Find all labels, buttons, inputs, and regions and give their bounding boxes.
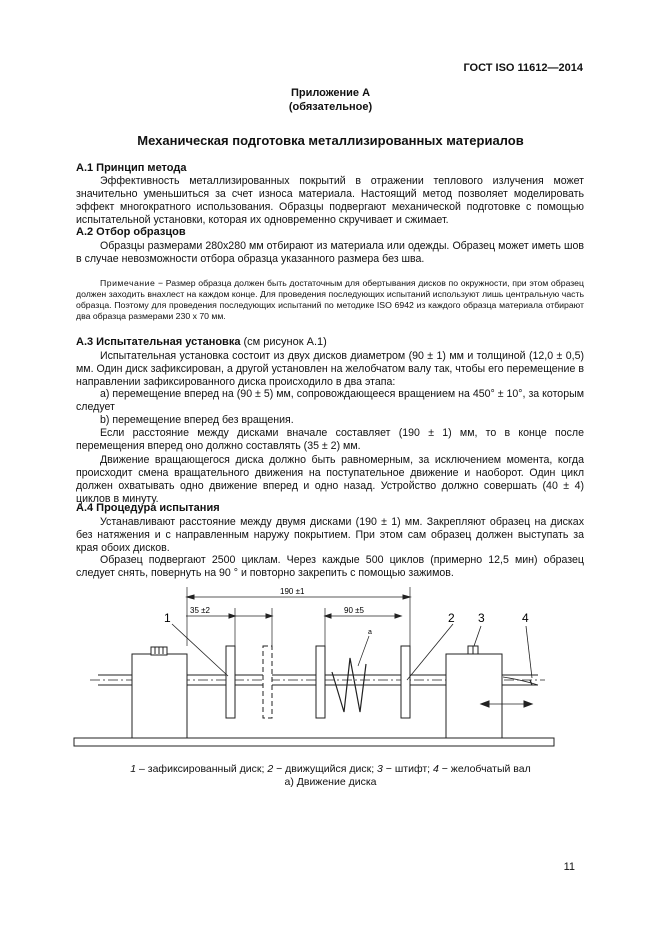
annex-status: (обязательное)	[288, 101, 373, 113]
callout-3-leader	[474, 626, 481, 646]
section-a3-item-b: b) перемещение вперед без вращения.	[100, 414, 294, 426]
section-a3-heading	[76, 336, 327, 348]
annex-heading	[0, 86, 661, 114]
section-a3-heading-text: А.3 Испытательная установка	[76, 336, 241, 348]
callout-4-leader	[526, 626, 532, 678]
legend-num-2: 2	[267, 763, 274, 775]
standard-header: ГОСТ ISO 11612—2014	[463, 62, 583, 74]
legend-num-1: 1	[130, 763, 137, 775]
legend-text-2: − движущийся диск;	[273, 763, 378, 775]
mark-a-label: а	[368, 629, 372, 636]
section-a4-paragraph-1: Устанавливают расстояние между двумя дисками (190 ± 1) мм. Закрепляют образец на дисках без натяжения и с направленным наружу покрытием. При этом сам образец должен выступать за края обоих дисков.	[76, 516, 584, 554]
legend-text-1: – зафиксированный диск;	[136, 763, 268, 775]
figure-legend	[0, 763, 661, 789]
callout-3: 3	[478, 611, 485, 625]
figure-legend-line	[0, 763, 661, 776]
note-label: Примечание	[100, 278, 156, 288]
legend-text-3: − штифт;	[382, 763, 433, 775]
section-a1-paragraph: Эффективность металлизированных покрытий в отражении теплового излучения может значительно уменьшиться за счет износа материала. Настоящий метод позволяет моделировать эффект многократного использования. Образцы подвергают механической подготовке с помощью испытательной установки, которая их одновременно скручивает и сжимает.	[76, 175, 584, 226]
figure-subcaption: а) Движение диска	[284, 776, 377, 788]
shaft-groove	[503, 677, 538, 685]
section-a3-paragraph-2: Если расстояние между дисками вначале составляет (190 ± 1) мм, то в конце после перемещения вперед оно должно составлять (35 ± 2) мм.	[76, 427, 584, 452]
section-a3-paragraph-3: Движение вращающегося диска должно быть равномерным, за исключением момента, когда происходит смена вращательного движения на поступательное движение и наоборот. Один цикл должен охватывать одно движение вперед и одно назад. Устройство должно совершать (40 ± 4) циклов в минуту.	[76, 454, 584, 505]
section-a4-heading: А.4 Процедура испытания	[76, 502, 220, 514]
document-title: Механическая подготовка металлизированных материалов	[137, 133, 524, 148]
disk-end-position	[263, 646, 272, 718]
right-support-block	[446, 654, 502, 738]
fixed-disk	[226, 646, 235, 718]
callout-2: 2	[448, 611, 455, 625]
section-a2-paragraph: Образцы размерами 280х280 мм отбирают из материала или одежды. Образец может иметь шов в случае невозможности отбора образца указанного размера без шва.	[76, 240, 584, 265]
legend-num-4: 4	[433, 763, 439, 775]
dim-190-label: 190 ±1	[280, 587, 305, 596]
mark-a-leader	[358, 636, 369, 666]
dim-90-label: 90 ±5	[344, 606, 364, 615]
section-a2-heading: А.2 Отбор образцов	[76, 226, 186, 238]
section-a2-note	[76, 278, 584, 322]
note-text: − Размер образца должен быть достаточным для обертывания дисков по окружности, при этом образец должен заходить внахлест на каждом конце. Для проведения последующих испытаний используют лишь центральную часть образца. Поэтому для проведения последующих испытаний по методике ISO 6942 из каждого образца материала отбирают два образца размерами 230 х 70 мм.	[76, 278, 584, 321]
dim-35-label: 35 ±2	[190, 606, 210, 615]
section-a3-paragraph-1: Испытательная установка состоит из двух дисков диаметром (90 ± 1) мм и толщиной (12,0 ± 0,5) мм. Один диск зафиксирован, а другой установлен на желобчатом валу так, чтобы его перемещение в направлении зафиксированного диска происходило в два этапа:	[76, 350, 584, 388]
moving-disk	[401, 646, 410, 718]
callout-1: 1	[164, 611, 171, 625]
annex-title: Приложение А	[290, 87, 371, 99]
disk-motion-figure	[60, 584, 570, 756]
section-a3-figure-ref: (см рисунок А.1)	[240, 336, 327, 348]
base-plate	[74, 738, 554, 746]
legend-num-3: 3	[377, 763, 383, 775]
section-a3-item-a: а) перемещение вперед на (90 ± 5) мм, сопровождающееся вращением на 450° ± 10°, за которым следует	[76, 388, 584, 413]
section-a1-heading: А.1 Принцип метода	[76, 162, 187, 174]
disk-intermediate-position	[316, 646, 325, 718]
section-a4-paragraph-2: Образец подвергают 2500 циклам. Через каждые 500 циклов (примерно 12,5 мин) образец следует снять, повернуть на 90 ° и повторно закрепить с помощью зажимов.	[76, 554, 584, 579]
left-support-block	[132, 654, 187, 738]
page-number: 11	[563, 861, 575, 873]
legend-text-4: − желобчатый вал	[438, 763, 531, 775]
callout-4: 4	[522, 611, 529, 625]
